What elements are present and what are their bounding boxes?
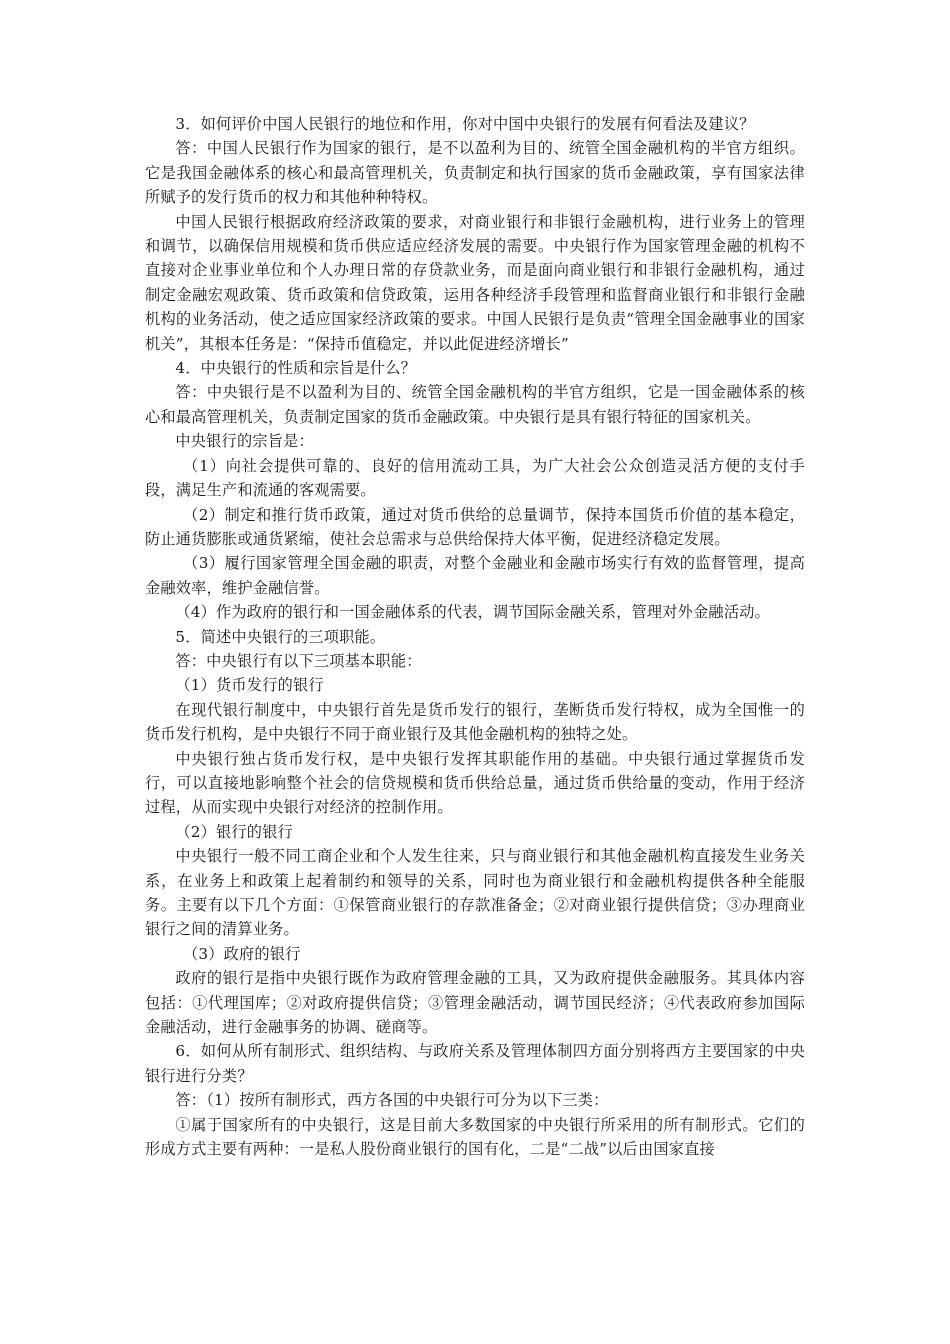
answer-5-intro: 答：中央银行有以下三项基本职能： [175,651,422,670]
document-body [145,112,805,1161]
answer-4-paragraph-1: 答：中央银行是不以盈利为目的、统管全国金融机构的半官方组织，它是一国金融体系的核心和最高管理机关，负责制定国家的货币金融政策。中央银行是具有银行特征的国家机关。 [145,383,805,426]
question-3: 3．如何评价中国人民银行的地位和作用，你对中国中央银行的发展有何看法及建议？ [175,115,755,133]
question-6: 6．如何从所有制形式、组织结构、与政府关系及管理体制四方面分别将西方主要国家的中央银行进行分类？ [145,1042,805,1085]
answer-5-paragraph-4: 政府的银行是指中央银行既作为政府管理金融的工具，又为政府提供金融服务。其具体内容包括：①代理国库；②对政府提供信贷；③管理金融活动，调节国民经济；④代表政府参加国际金融活动，进行金融事务的协调、磋商等。 [145,969,805,1037]
answer-4-item-1: （1）向社会提供可靠的、良好的信用流动工具，为广大社会公众创造灵活方便的支付手段，满足生产和流通的客观需要。 [145,456,805,500]
answer-5-heading-3: （3）政府的银行 [183,944,301,963]
answer-4-paragraph-2: 中央银行的宗旨是： [175,432,314,451]
answer-3-paragraph-1: 答：中国人民银行作为国家的银行，是不以盈利为目的、统管全国金融机构的半官方组织。它是我国金融体系的核心和最高管理机关，负责制定和执行国家的货币金融政策，享有国家法律所赋予的发行货币的权力和其他种种特权。 [145,139,805,207]
answer-6-paragraph-2: ①属于国家所有的中央银行，这是目前大多数国家的中央银行所采用的所有制形式。它们的形成方式主要有两种：一是私人股份商业银行的国有化，二是“二战”以后由国家直接 [145,1115,805,1159]
question-5: 5．简述中央银行的三项职能。 [175,627,386,646]
answer-3-paragraph-2: 中国人民银行根据政府经济政策的要求，对商业银行和非银行金融机构，进行业务上的管理和调节，以确保信用规模和货币供应适应经济发展的需要。中央银行作为国家管理金融的机构不直接对企业事业单位和个人办理日常的存贷款业务，而是面向商业银行和非银行金融机构，通过制定金融宏观政策、货币政策和信贷政策，运用各种经济手段管理和监督商业银行和非银行金融机构的业务活动，使之适应国家经济政策的要求。中国人民银行是负责“管理全国金融事业的国家机关”，其根本任务是：“保持币值稳定，并以此促进经济增长” [145,212,805,353]
answer-5-paragraph-3: 中央银行一般不同工商企业和个人发生往来，只与商业银行和其他金融机构直接发生业务关系，在业务上和政策上起着制约和领导的关系，同时也为商业银行和金融机构提供各种全能服务。主要有以下几个方面：①保管商业银行的存款准备金；②对商业银行提供信贷；③办理商业银行之间的清算业务。 [145,847,805,939]
answer-5-heading-1: （1）货币发行的银行 [175,676,324,695]
answer-5-paragraph-2: 中央银行独占货币发行权，是中央银行发挥其职能作用的基础。中央银行通过掌握货币发行，可以直接地影响整个社会的信贷规模和货币供给总量，通过货币供给量的变动，作用于经济过程，从而实现中央银行对经济的控制作用。 [145,749,805,817]
question-4: 4．中央银行的性质和宗旨是什么？ [175,359,417,378]
answer-4-item-4: （4）作为政府的银行和一国金融体系的代表，调节国际金融关系，管理对外金融活动。 [175,603,770,622]
answer-5-heading-2: （2）银行的银行 [175,822,293,841]
answer-4-item-3: （3）履行国家管理全国金融的职责，对整个金融业和金融市场实行有效的监督管理，提高金融效率，维护金融信誉。 [145,554,805,597]
answer-5-paragraph-1: 在现代银行制度中，中央银行首先是货币发行的银行，垄断货币发行特权，成为全国惟一的货币发行机构，是中央银行不同于商业银行及其他金融机构的独特之处。 [145,700,805,744]
answer-6-paragraph-1: 答：（1）按所有制形式，西方各国的中央银行可分为以下三类： [175,1091,609,1110]
answer-4-item-2: （2）制定和推行货币政策，通过对货币供给的总量调节，保持本国货币价值的基本稳定，防止通货膨胀或通货紧缩，使社会总需求与总供给保持大体平衡，促进经济稳定发展。 [145,505,805,548]
